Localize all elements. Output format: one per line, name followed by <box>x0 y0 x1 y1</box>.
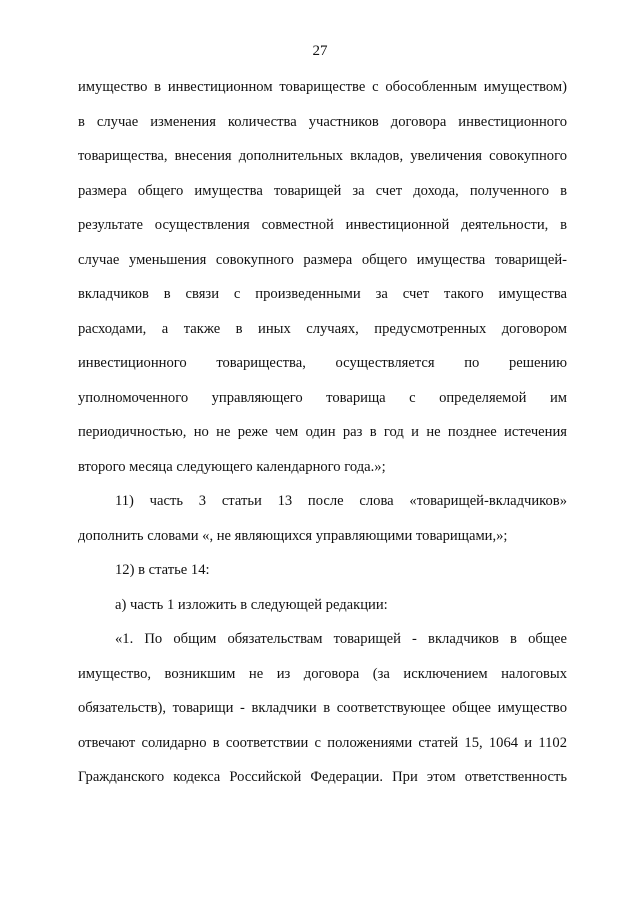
text-line: в случае изменения количества участников договора инвестиционного <box>78 113 567 130</box>
text-line: размера общего имущества товарищей за счет дохода, полученного в <box>78 182 567 199</box>
text-line: расходами, а также в иных случаях, предусмотренных договором <box>78 320 567 337</box>
text-line: имущество, возникшим не из договора (за исключением налоговых <box>78 665 567 682</box>
text-line: периодичностью, но не реже чем один раз в год и не позднее истечения <box>78 424 567 440</box>
text-line: а) часть 1 изложить в следующей редакции: <box>115 596 388 613</box>
text-line: случае уменьшения совокупного размера общего имущества товарищей- <box>78 251 567 268</box>
text-line: вкладчиков в связи с произведенными за счет такого имущества <box>78 286 567 302</box>
text-line: 11) часть 3 статьи 13 после слова «товарищей-вкладчиков» <box>115 493 567 509</box>
text-line: уполномоченного управляющего товарища с определяемой им <box>78 389 567 406</box>
text-line: «1. По общим обязательствам товарищей - вкладчиков в общее <box>115 631 567 647</box>
text-line: отвечают солидарно в соответствии с положениями статей 15, 1064 и 1102 <box>78 734 567 751</box>
text-line: результате осуществления совместной инвестиционной деятельности, в <box>78 217 567 233</box>
text-line: обязательств), товарищи - вкладчики в соответствующее общее имущество <box>78 700 567 716</box>
text-line: инвестиционного товарищества, осуществляется по решению <box>78 355 567 371</box>
text-line: второго месяца следующего календарного года.»; <box>78 458 386 475</box>
text-line: имущество в инвестиционном товариществе с обособленным имуществом) <box>78 79 567 95</box>
text-line: товарищества, внесения дополнительных вкладов, увеличения совокупного <box>78 148 567 164</box>
body-text <box>78 76 567 801</box>
text-line: Гражданского кодекса Российской Федерации. При этом ответственность <box>78 769 567 785</box>
page-number: 27 <box>312 43 328 59</box>
text-line: 12) в статье 14: <box>115 562 210 578</box>
text-line: дополнить словами «, не являющихся управляющими товарищами,»; <box>78 527 508 544</box>
